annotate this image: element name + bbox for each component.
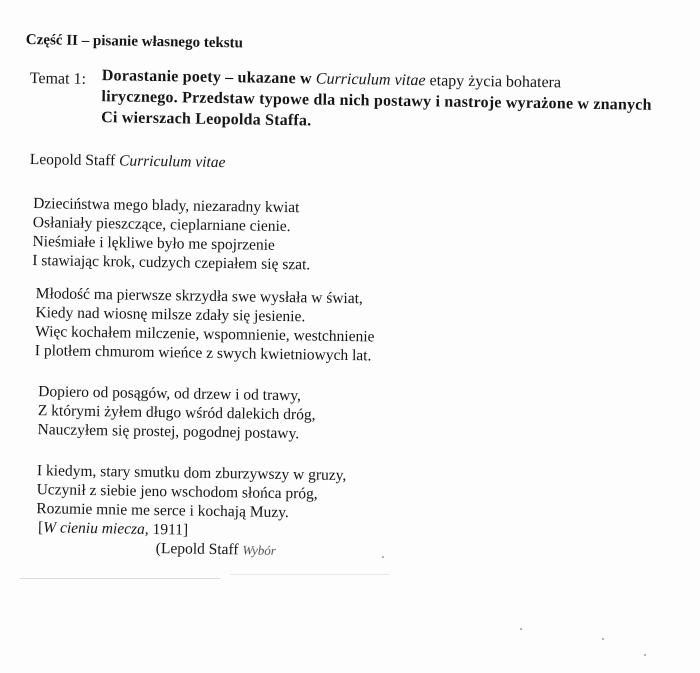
poem-line: Nieśmiałe i lękliwe było me spojrzenie <box>32 233 276 254</box>
poem-line: Rozumie mnie me serce i kochają Muzy. <box>36 500 289 522</box>
poem-line: Dzieciństwa mego blady, niezaradny kwiat <box>33 195 300 217</box>
poem-line: Kiedy nad wiosnę milsze zdały się jesienie. <box>35 304 306 326</box>
topic-label: Temat 1: <box>29 69 87 88</box>
poem-line: Z którymi żyłem długo wśród dalekich dróg, <box>37 402 316 424</box>
poem-line: Dopiero od posągów, od drzew i od trawy, <box>38 383 302 405</box>
poem-title <box>30 150 226 172</box>
poem-line: Więc kochałem milczenie, wspomnienie, westchnienie <box>35 323 375 346</box>
poem-signature: (Lepold Staff Wybór <box>155 540 276 559</box>
poem-line: Osłaniały pieszczące, cieplarniane cienie. <box>32 214 291 236</box>
topic-text <box>101 65 652 137</box>
scan-speck <box>382 556 384 558</box>
topic-line-1-bold: Dorastanie poety – ukazane w <box>101 67 312 88</box>
citation-collection: W cieniu miecza, <box>43 519 149 538</box>
signature-faded: Wybór <box>242 542 276 558</box>
poem-name: Curriculum vitae <box>118 152 226 172</box>
poem-line: I stawiając krok, cudzych czepiałem się szat. <box>32 252 311 274</box>
poem-line: Młodość ma pierwsze skrzydła swe wysłała w świat, <box>35 285 363 308</box>
section-heading: Część II – pisanie własnego tekstu <box>25 32 244 52</box>
poem-author: Leopold Staff <box>29 150 116 170</box>
topic-line-1-tail: etapy życia bohatera <box>429 72 562 92</box>
essay-topic <box>29 64 680 130</box>
scan-speck <box>644 654 646 656</box>
poem-line: I kiedym, stary smutku dom zburzywszy w gruzy, <box>36 462 347 485</box>
poem-line: Uczynił z siebie jeno wschodom słońca próg, <box>36 481 318 503</box>
scan-speck <box>520 628 522 630</box>
poem-line: Nauczyłem się prostej, pogodnej postawy. <box>37 421 300 443</box>
topic-line-1-italic: Curriculum vitae <box>315 70 426 90</box>
scan-speck <box>602 638 604 640</box>
topic-line-2: lirycznego. Przedstaw typowe dla nich postawy i nastroje wyrażone w znanych <box>101 88 652 114</box>
scan-artifact <box>230 574 390 575</box>
topic-line-3: Ci wierszach Leopolda Staffa. <box>101 109 312 130</box>
poem-line: I plotłem chmurom wieńce z swych kwietniowych lat. <box>34 342 372 365</box>
poem-citation: [W cieniu miecza, 1911] <box>37 519 189 539</box>
citation-year: 1911] <box>152 520 189 539</box>
scan-artifact <box>20 578 220 579</box>
